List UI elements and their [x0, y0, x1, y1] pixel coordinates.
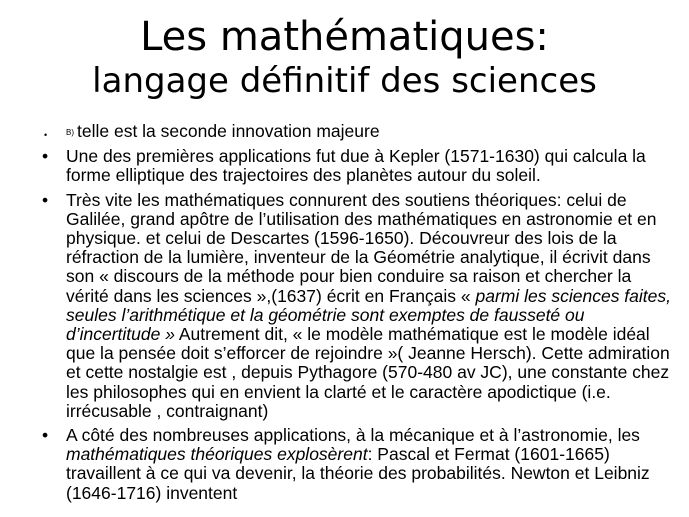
list-item — [38, 191, 678, 421]
bullet-icon: • — [44, 130, 48, 140]
slide-title — [0, 14, 689, 102]
item-text: telle est la seconde innovation majeure — [77, 121, 380, 141]
item-text-cont: : Pascal et Fermat (1601-1665) travaillent à ce qui va devenir, la théorie des probabilités. Newton et Leibniz (1646-1716) inventent — [66, 444, 650, 503]
list-item — [38, 426, 678, 503]
list-item — [38, 147, 678, 185]
item-text: A côté des nombreuses applications, à la mécanique et à l’astronomie, les — [66, 425, 640, 446]
bullet-icon: • — [42, 189, 49, 210]
bullet-icon: • — [42, 425, 49, 446]
bullet-icon: • — [42, 146, 49, 167]
list-item — [38, 122, 678, 142]
item-text-cont: Autrement dit, « le modèle mathématique est le modèle idéal que la pensée doit s’efforcer de rejoindre »( Jeanne Hersch). Cette admiration et cette nostalgie est , depuis Pythagore (570-480 av JC), une constante chez les philosophes qui en envient la clarté et le caractère apodictique (i.e. irrécusable , contraignant) — [66, 324, 670, 421]
title-line-2: langage définitif des sciences — [92, 61, 597, 101]
item-text: Une des premières applications fut due à Kepler (1571-1630) qui calcula la forme elliptique des trajectoires des planètes autour du soleil. — [66, 146, 646, 186]
item-quote-italic: parmi les sciences faites, seules l’arithmétique et la géométrie sont exemptes de fausseté ou d’incertitude » — [66, 285, 671, 345]
item-prefix: B) — [66, 128, 74, 137]
title-line-1: Les mathématiques: — [140, 14, 549, 60]
item-text: Très vite les mathématiques connurent des soutiens théoriques: celui de Galilée, grand apôtre de l’utilisation des mathématiques en astronomie et en physique. et celui de Descartes (1596-1650). Découvreur des lois de la réfraction de la lumière, inventeur de la Géométrie analytique, il écrivit dans son « discours de la méthode pour bien conduire sa raison et chercher la vérité dans les sciences »,(1637) écrit en Français « — [66, 189, 657, 306]
item-emphasis-italic: mathématiques théoriques explosèrent — [66, 444, 368, 465]
bullet-list — [38, 122, 678, 508]
